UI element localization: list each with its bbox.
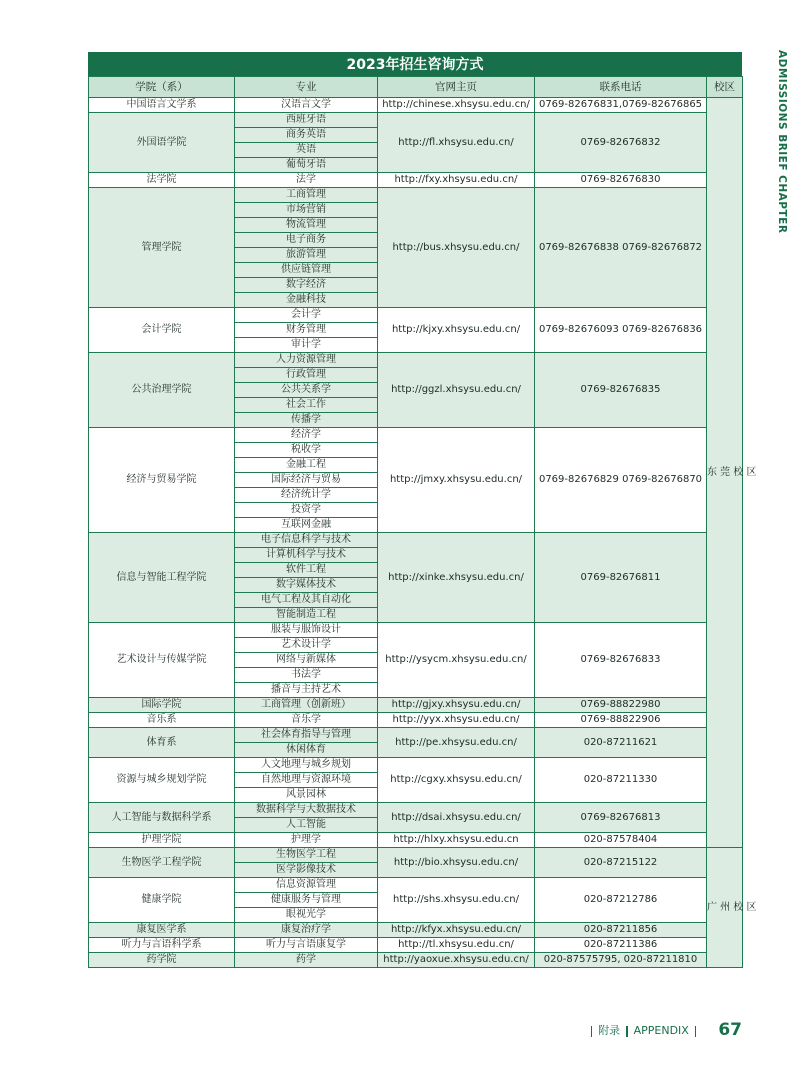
website-link[interactable]: http://cgxy.xhsysu.edu.cn/ [378,758,535,803]
major-name: 康复治疗学 [235,923,378,938]
table-row [89,623,743,638]
major-name: 公共关系学 [235,383,378,398]
website-link[interactable]: http://chinese.xhsysu.edu.cn/ [378,98,535,113]
college-name: 管理学院 [89,188,235,308]
table-row [89,848,743,863]
contact-phone: 0769-82676835 [535,353,707,428]
page-number: 67 [718,1020,742,1040]
website-link[interactable]: http://jmxy.xhsysu.edu.cn/ [378,428,535,533]
major-name: 信息资源管理 [235,878,378,893]
contact-phone: 020-87212786 [535,878,707,923]
major-name: 商务英语 [235,128,378,143]
side-chapter-label: ADMISSIONS BRIEF CHAPTER [776,50,788,234]
website-link[interactable]: http://tl.xhsysu.edu.cn/ [378,938,535,953]
contact-phone: 0769-82676811 [535,533,707,623]
table-row [89,698,743,713]
college-name: 外国语学院 [89,113,235,173]
major-name: 眼视光学 [235,908,378,923]
major-name: 播音与主持艺术 [235,683,378,698]
major-name: 电气工程及其自动化 [235,593,378,608]
major-name: 电子信息科学与技术 [235,533,378,548]
contact-phone: 020-87211856 [535,923,707,938]
major-name: 护理学 [235,833,378,848]
website-link[interactable]: http://shs.xhsysu.edu.cn/ [378,878,535,923]
major-name: 汉语言文学 [235,98,378,113]
major-name: 法学 [235,173,378,188]
table-row [89,428,743,443]
major-name: 服装与服饰设计 [235,623,378,638]
college-name: 法学院 [89,173,235,188]
college-name: 会计学院 [89,308,235,353]
major-name: 传播学 [235,413,378,428]
website-link[interactable]: http://ysycm.xhsysu.edu.cn/ [378,623,535,698]
major-name: 网络与新媒体 [235,653,378,668]
table-row [89,308,743,323]
contact-phone: 020-87215122 [535,848,707,878]
major-name: 英语 [235,143,378,158]
college-name: 生物医学工程学院 [89,848,235,878]
major-name: 人工智能 [235,818,378,833]
website-link[interactable]: http://hlxy.xhsysu.edu.cn [378,833,535,848]
table-row [89,923,743,938]
header-college: 学院（系） [89,77,235,98]
table-row [89,878,743,893]
major-name: 药学 [235,953,378,968]
table-title: 2023年招生咨询方式 [88,52,742,76]
contact-phone: 020-87575795, 020-87211810 [535,953,707,968]
contact-phone: 0769-82676093 0769-82676836 [535,308,707,353]
major-name: 葡萄牙语 [235,158,378,173]
major-name: 税收学 [235,443,378,458]
major-name: 行政管理 [235,368,378,383]
major-name: 国际经济与贸易 [235,473,378,488]
major-name: 审计学 [235,338,378,353]
contact-phone: 0769-82676838 0769-82676872 [535,188,707,308]
contact-phone: 0769-82676813 [535,803,707,833]
contact-phone: 0769-82676831,0769-82676865 [535,98,707,113]
website-link[interactable]: http://fl.xhsysu.edu.cn/ [378,113,535,173]
college-name: 健康学院 [89,878,235,923]
website-link[interactable]: http://bus.xhsysu.edu.cn/ [378,188,535,308]
major-name: 数字经济 [235,278,378,293]
header-website: 官网主页 [378,77,535,98]
footer-section [585,1022,703,1038]
contact-phone: 0769-82676833 [535,623,707,698]
major-name: 音乐学 [235,713,378,728]
header-major: 专业 [235,77,378,98]
admissions-contact-table [88,76,757,968]
major-name: 电子商务 [235,233,378,248]
table-row [89,728,743,743]
major-name: 工商管理（创新班） [235,698,378,713]
major-name: 工商管理 [235,188,378,203]
separator-bar [695,1026,697,1037]
contact-phone: 0769-88822906 [535,713,707,728]
table-body [89,98,757,968]
major-name: 医学影像技术 [235,863,378,878]
major-name: 经济统计学 [235,488,378,503]
major-name: 金融工程 [235,458,378,473]
major-name: 会计学 [235,308,378,323]
website-link[interactable]: http://ggzl.xhsysu.edu.cn/ [378,353,535,428]
major-name: 财务管理 [235,323,378,338]
college-name: 信息与智能工程学院 [89,533,235,623]
college-name: 药学院 [89,953,235,968]
contact-phone: 020-87211386 [535,938,707,953]
campus-cell: 广 州 校 区 [707,848,743,968]
table-row [89,353,743,368]
contact-phone: 020-87211330 [535,758,707,803]
footer-section-cn: 附录 [598,1024,621,1037]
contact-phone: 0769-82676829 0769-82676870 [535,428,707,533]
contact-phone: 020-87211621 [535,728,707,758]
major-name: 自然地理与资源环境 [235,773,378,788]
website-link[interactable]: http://xinke.xhsysu.edu.cn/ [378,533,535,623]
separator-bar [591,1026,593,1037]
header-phone: 联系电话 [535,77,707,98]
college-name: 艺术设计与传媒学院 [89,623,235,698]
table-row [89,833,743,848]
website-link[interactable]: http://yyx.xhsysu.edu.cn/ [378,713,535,728]
contact-phone: 0769-88822980 [535,698,707,713]
page-footer [585,1020,742,1040]
major-name: 市场营销 [235,203,378,218]
major-name: 软件工程 [235,563,378,578]
major-name: 艺术设计学 [235,638,378,653]
table-row [89,758,743,773]
footer-section-en: APPENDIX [633,1024,689,1037]
major-name: 金融科技 [235,293,378,308]
college-name: 中国语言文学系 [89,98,235,113]
contact-phone: 0769-82676832 [535,113,707,173]
college-name: 康复医学系 [89,923,235,938]
major-name: 供应链管理 [235,263,378,278]
college-name: 体育系 [89,728,235,758]
college-name: 护理学院 [89,833,235,848]
contact-phone: 0769-82676830 [535,173,707,188]
major-name: 听力与言语康复学 [235,938,378,953]
major-name: 数字媒体技术 [235,578,378,593]
major-name: 经济学 [235,428,378,443]
major-name: 人力资源管理 [235,353,378,368]
major-name: 人文地理与城乡规划 [235,758,378,773]
college-name: 听力与言语科学系 [89,938,235,953]
major-name: 数据科学与大数据技术 [235,803,378,818]
website-link[interactable]: http://pe.xhsysu.edu.cn/ [378,728,535,758]
major-name: 生物医学工程 [235,848,378,863]
major-name: 物流管理 [235,218,378,233]
website-link[interactable]: http://dsai.xhsysu.edu.cn/ [378,803,535,833]
major-name: 社会体育指导与管理 [235,728,378,743]
table-row [89,953,743,968]
major-name: 健康服务与管理 [235,893,378,908]
major-name: 旅游管理 [235,248,378,263]
table-row [89,803,743,818]
major-name: 风景园林 [235,788,378,803]
major-name: 计算机科学与技术 [235,548,378,563]
website-link[interactable]: http://kfyx.xhsysu.edu.cn/ [378,923,535,938]
table-row [89,113,743,128]
major-name: 休闲体育 [235,743,378,758]
table-row [89,713,743,728]
major-name: 社会工作 [235,398,378,413]
table-header-row [89,77,743,98]
college-name: 国际学院 [89,698,235,713]
college-name: 资源与城乡规划学院 [89,758,235,803]
website-link[interactable]: http://kjxy.xhsysu.edu.cn/ [378,308,535,353]
table-row [89,188,743,203]
website-link[interactable]: http://gjxy.xhsysu.edu.cn/ [378,698,535,713]
major-name: 互联网金融 [235,518,378,533]
college-name: 人工智能与数据科学系 [89,803,235,833]
website-link[interactable]: http://yaoxue.xhsysu.edu.cn/ [378,953,535,968]
major-name: 智能制造工程 [235,608,378,623]
major-name: 书法学 [235,668,378,683]
website-link[interactable]: http://bio.xhsysu.edu.cn/ [378,848,535,878]
separator-bar [626,1026,628,1037]
contact-phone: 020-87578404 [535,833,707,848]
college-name: 音乐系 [89,713,235,728]
header-campus: 校区 [707,77,743,98]
table-row [89,98,743,113]
college-name: 经济与贸易学院 [89,428,235,533]
website-link[interactable]: http://fxy.xhsysu.edu.cn/ [378,173,535,188]
college-name: 公共治理学院 [89,353,235,428]
major-name: 投资学 [235,503,378,518]
table-row [89,533,743,548]
table-row [89,938,743,953]
campus-cell: 东 莞 校 区 [707,98,743,848]
table-row [89,173,743,188]
major-name: 西班牙语 [235,113,378,128]
